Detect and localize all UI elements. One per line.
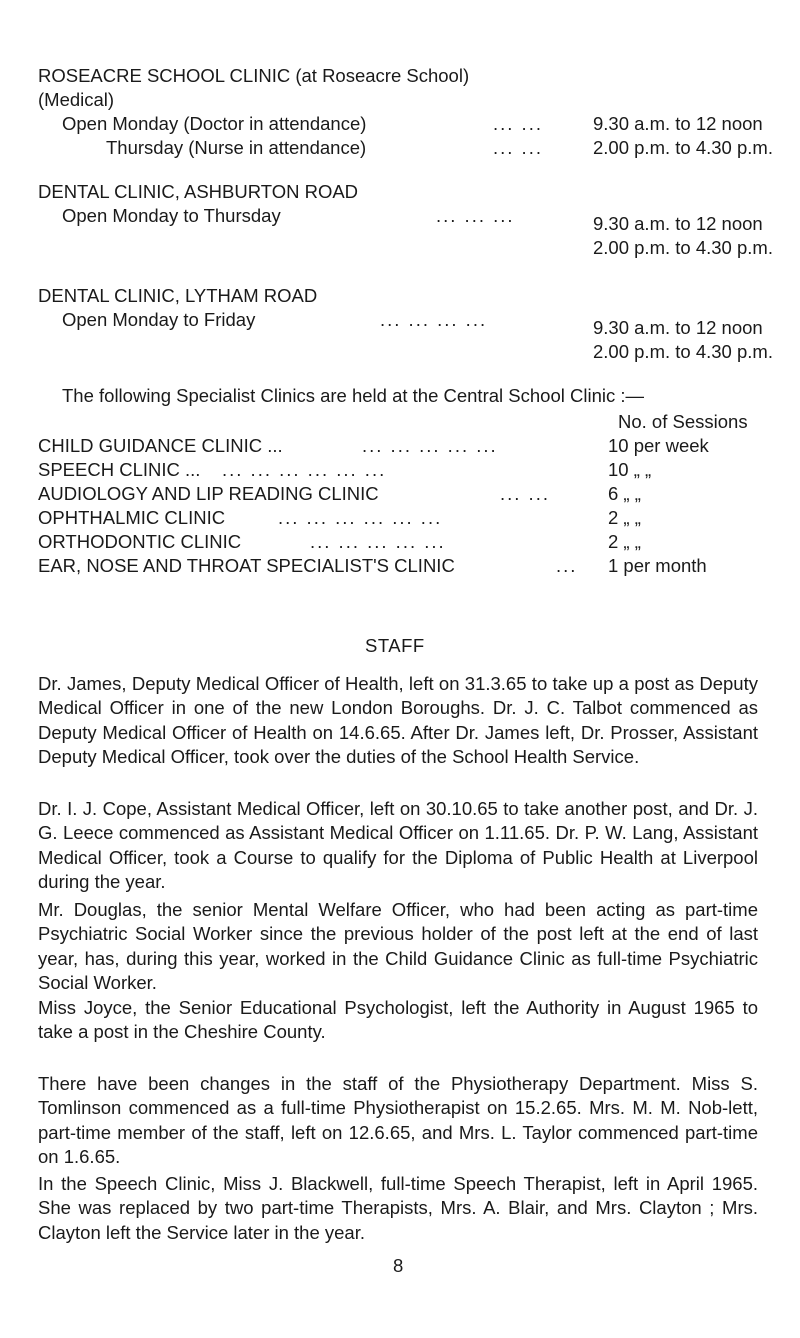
dental-ashburton-dots: ... ... ... (436, 205, 515, 226)
staff-heading: STAFF (365, 635, 425, 656)
clinic-dots: ... ... ... ... ... (310, 531, 446, 552)
roseacre-subtitle: (Medical) (38, 89, 115, 110)
clinic-name-audiology: AUDIOLOGY AND LIP READING CLINIC (38, 483, 379, 504)
clinic-dots: ... ... ... ... ... (362, 435, 498, 456)
dental-ashburton-title: DENTAL CLINIC, ASHBURTON ROAD (38, 181, 359, 202)
staff-paragraph-2: Dr. I. J. Cope, Assistant Medical Officer, left on 30.10.65 to take another post, and Dr. J. G. Leece commenced as Assistant Medical Officer on 1.11.65. Dr. P. W. Lang, Assistant Medical Officer, took a Course to qualify for the Diploma of Public Health at Liverpool during the year. (38, 798, 758, 893)
staff-paragraph-6: In the Speech Clinic, Miss J. Blackwell, full-time Speech Therapist, left in April 1965. She was replaced by two part-time Therapists, Mrs. A. Blair, and Mrs. Clayton ; Mrs. Clayton left the Service later in the year. (38, 1173, 758, 1243)
staff-paragraph-3: Mr. Douglas, the senior Mental Welfare Officer, who had been acting as part-time Psychiatric Social Worker since the previous holder of the post left at the end of last year, has, during this year, worked in the Child Guidance Clinic as full-time Psychiatric Social Worker. (38, 899, 758, 994)
dental-ashburton-time-1: 9.30 a.m. to 12 noon (593, 213, 763, 234)
clinic-sessions-ent: 1 per month (608, 555, 707, 576)
dental-lytham-dots: ... ... ... ... (380, 309, 488, 330)
clinic-dots: ... ... ... ... ... ... (278, 507, 443, 528)
dental-lytham-time-1: 9.30 a.m. to 12 noon (593, 317, 763, 338)
specialist-intro: The following Specialist Clinics are held at the Central School Clinic :— (62, 385, 644, 406)
clinic-sessions-child-guidance: 10 per week (608, 435, 709, 456)
dental-lytham-time-2: 2.00 p.m. to 4.30 p.m. (593, 341, 773, 362)
dental-ashburton-time-2: 2.00 p.m. to 4.30 p.m. (593, 237, 773, 258)
roseacre-title: ROSEACRE SCHOOL CLINIC (at Roseacre School) (38, 65, 470, 86)
clinic-sessions-ophthalmic: 2 „ „ (608, 507, 641, 528)
staff-paragraph-1: Dr. James, Deputy Medical Officer of Health, left on 31.3.65 to take up a post as Deputy Medical Officer in one of the new London Boroughs. Dr. J. C. Talbot commenced as Deputy Medical Officer of Health on 14.6.65. After Dr. James left, Dr. Prosser, Assistant Deputy Medical Officer, took over the duties of the School Health Service. (38, 673, 758, 768)
roseacre-row-1-label: Open Monday (Doctor in attendance) (62, 113, 367, 134)
dental-lytham-title: DENTAL CLINIC, LYTHAM ROAD (38, 285, 318, 306)
clinic-dots: ... (556, 555, 578, 576)
roseacre-row-2-time: 2.00 p.m. to 4.30 p.m. (593, 137, 773, 158)
page-number: 8 (393, 1255, 404, 1276)
staff-paragraph-5: There have been changes in the staff of the Physiotherapy Department. Miss S. Tomlinson commenced as a full-time Physiotherapist on 15.2.65. Mrs. M. M. Nob-lett, part-time member of the staff, left on 12.6.65, and Mrs. L. Taylor commenced part-time on 1.6.65. (38, 1073, 758, 1168)
clinic-dots: ... ... ... ... ... ... (222, 459, 387, 480)
clinic-name-speech: SPEECH CLINIC ... (38, 459, 201, 480)
staff-paragraph-4: Miss Joyce, the Senior Educational Psychologist, left the Authority in August 1965 to take a post in the Cheshire County. (38, 997, 758, 1043)
clinic-name-child-guidance: CHILD GUIDANCE CLINIC ... (38, 435, 283, 456)
clinic-name-orthodontic: ORTHODONTIC CLINIC (38, 531, 242, 552)
roseacre-row-1-dots: ... ... (493, 113, 543, 134)
clinic-name-ophthalmic: OPHTHALMIC CLINIC (38, 507, 226, 528)
roseacre-row-2-label: Thursday (Nurse in attendance) (106, 137, 367, 158)
clinic-dots: ... ... (500, 483, 550, 504)
sessions-column-header: No. of Sessions (618, 411, 748, 432)
roseacre-row-1-time: 9.30 a.m. to 12 noon (593, 113, 763, 134)
dental-ashburton-label: Open Monday to Thursday (62, 205, 281, 226)
clinic-sessions-speech: 10 „ „ (608, 459, 652, 480)
clinic-sessions-audiology: 6 „ „ (608, 483, 641, 504)
clinic-name-ent: EAR, NOSE AND THROAT SPECIALIST'S CLINIC (38, 555, 455, 576)
roseacre-row-2-dots: ... ... (493, 137, 543, 158)
clinic-sessions-orthodontic: 2 „ „ (608, 531, 641, 552)
dental-lytham-label: Open Monday to Friday (62, 309, 256, 330)
